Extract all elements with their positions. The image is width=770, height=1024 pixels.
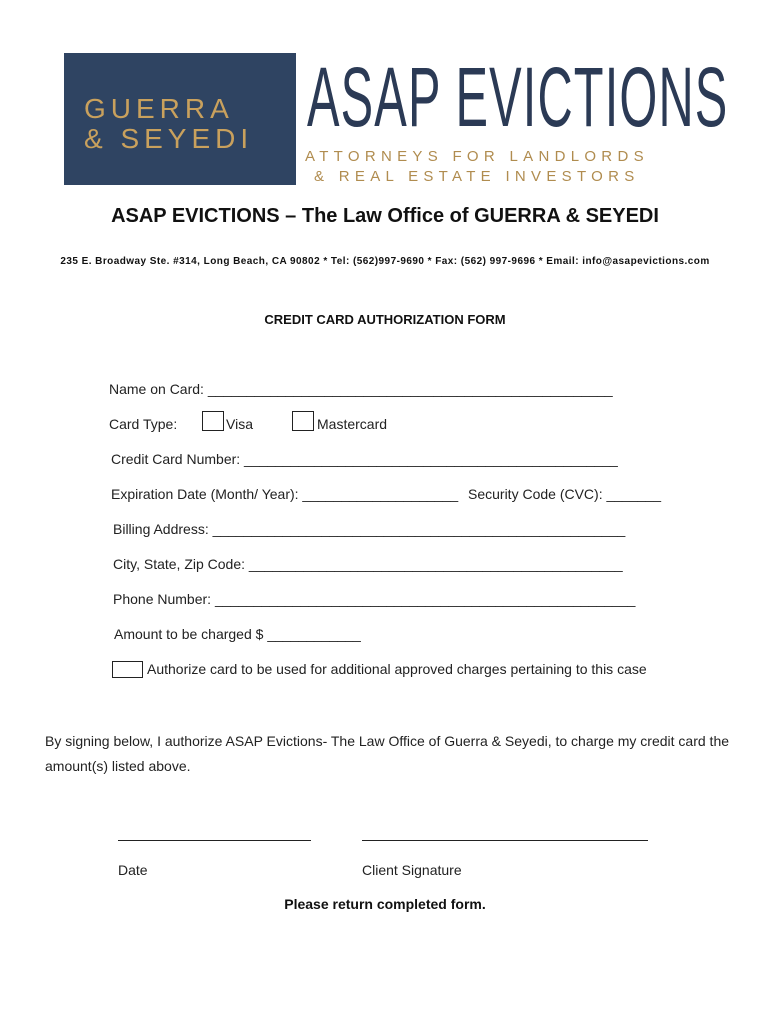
card-type-label: Card Type: (109, 416, 178, 432)
authorize-checkbox[interactable] (112, 661, 143, 678)
card-number-field[interactable]: Credit Card Number: ________________________________________________ (111, 451, 618, 467)
billing-address-field[interactable]: Billing Address: _____________________________________________________ (113, 521, 626, 537)
return-note: Please return completed form. (284, 896, 486, 912)
logo-firm-line1: GUERRA (84, 93, 234, 124)
brand-wordmark: ASAP EVICTIONS (307, 50, 729, 144)
page-title: ASAP EVICTIONS – The Law Office of GUERRA & SEYEDI (111, 205, 659, 227)
security-code-field[interactable]: Security Code (CVC): _______ (468, 486, 661, 502)
firm-logo (64, 53, 296, 185)
date-label: Date (118, 862, 148, 878)
authorize-label: Authorize card to be used for additional approved charges pertaining to this case (147, 661, 647, 677)
client-signature-label: Client Signature (362, 862, 462, 878)
phone-number-field[interactable]: Phone Number: ______________________________________________________ (113, 591, 636, 607)
mastercard-checkbox[interactable] (292, 411, 314, 431)
visa-checkbox[interactable] (202, 411, 224, 431)
logo-firm-line2: & SEYEDI (84, 123, 254, 154)
expiration-date-field[interactable]: Expiration Date (Month/ Year): ____________________ (111, 486, 459, 502)
mastercard-label: Mastercard (317, 416, 388, 432)
amount-field[interactable]: Amount to be charged $ ____________ (114, 626, 361, 642)
visa-label: Visa (226, 416, 253, 432)
tagline-line1: ATTORNEYS FOR LANDLORDS (305, 148, 649, 165)
tagline-line2: & REAL ESTATE INVESTORS (314, 168, 640, 185)
city-state-zip-field[interactable]: City, State, Zip Code: ________________________________________________ (113, 556, 623, 572)
client-signature-line[interactable] (362, 840, 648, 841)
name-on-card-field[interactable]: Name on Card: ____________________________________________________ (109, 381, 613, 397)
authorization-statement-line1: By signing below, I authorize ASAP Evictions- The Law Office of Guerra & Seyedi, to charge my credit card the (45, 733, 730, 749)
form-title: CREDIT CARD AUTHORIZATION FORM (264, 312, 506, 327)
date-signature-line[interactable] (118, 840, 311, 841)
contact-info: 235 E. Broadway Ste. #314, Long Beach, CA 90802 * Tel: (562)997-9690 * Fax: (562) 997-9696 * Email: info@asapevictions.com (60, 256, 710, 267)
authorization-statement-line2: amount(s) listed above. (45, 758, 191, 774)
